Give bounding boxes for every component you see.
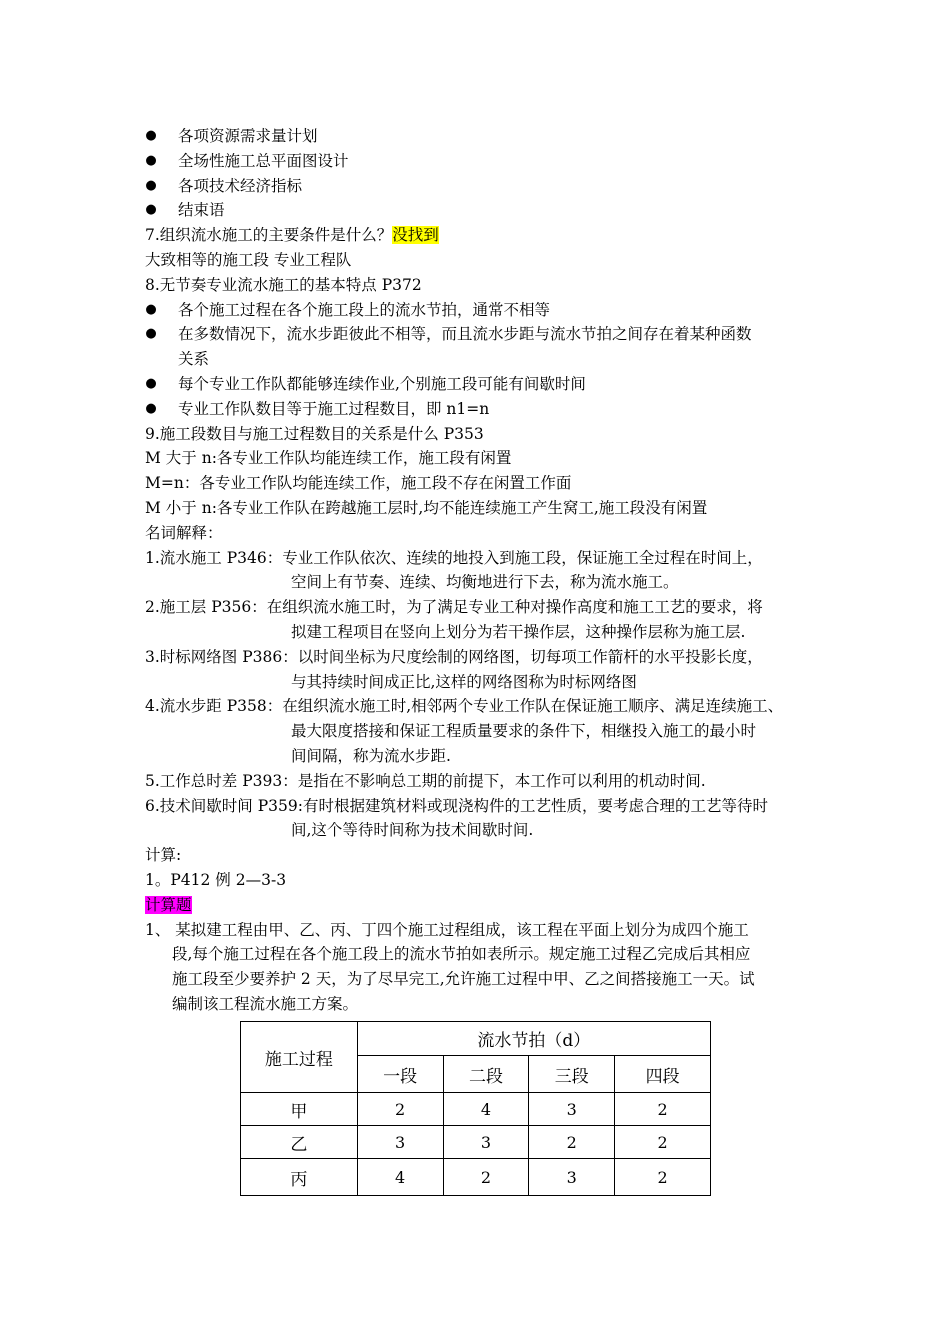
bullet-item: ● 各项技术经济指标: [145, 174, 825, 199]
table-cell: 2: [357, 1093, 443, 1126]
bullet-icon: ●: [145, 128, 157, 143]
problem-1: 1、 某拟建工程由甲、乙、丙、丁四个施工过程组成，该工程在平面上划分为成四个施工 段,每个施工过程在各个施工段上的流水节拍如表所示。规定施工过程乙完成后其相应 施工段至少要养护 2 天，为了尽早完工,允许施工过程中甲、乙之间搭接施工一天。试 编制该工程流水施工方案。: [145, 920, 755, 1013]
table-row: [241, 1093, 711, 1126]
answer-7: 大致相等的施工段 专业工程队: [145, 250, 352, 269]
bullet-icon: ●: [145, 326, 157, 342]
bullet-icon: ●: [145, 202, 157, 218]
bullet-item: ● 全场性施工总平面图设计: [145, 149, 825, 174]
bullet-icon: ●: [145, 152, 157, 168]
question-8: 8.无节奏专业流水施工的基本特点 P372: [145, 275, 422, 294]
table-cell: 3: [443, 1126, 529, 1159]
table-column-header: 一段: [357, 1056, 443, 1093]
term-definition: 6.技术间歇时间 P359: 有时根据建筑材料或现浇构件的工艺性质，要考虑合理的工艺等待时: [145, 794, 825, 819]
table-column-header: 二段: [443, 1056, 529, 1093]
calc-section-title: 计算题: [145, 895, 192, 914]
highlight-not-found: 没找到: [392, 226, 439, 245]
bullet-item: ● 各项资源需求量计划: [145, 124, 825, 149]
term-definition: 4.流水步距 P358： 在组织流水施工时,相邻两个专业工作队在保证施工顺序、满足连续施工、: [145, 694, 825, 719]
term-head: 4.流水步距 P358：: [145, 697, 283, 716]
table-cell: 2: [443, 1159, 529, 1196]
table-row-label: 丙: [241, 1159, 358, 1196]
term-definition: 5.工作总时差 P393： 是指在不影响总工期的前提下，本工作可以利用的机动时间.: [145, 769, 825, 794]
question-7: 7.组织流水施工的主要条件是什么？没找到: [145, 226, 439, 245]
calc-example: 1。P412 例 2—3-3: [145, 870, 287, 889]
document-content: ● 各项资源需求量计划 ● 全场性施工总平面图设计 ● 各项技术经济指标 ● 结束语 7.组织流水施工的主要条件是什么？没找到 大致相等的施工段 专业工程队 8.无节奏专业流水施工的基本特点 P372 ● 各个施工过程在各个施工段上的流水节拍，通常不相等 ● 在多数情况下，流水步距彼此不相等，而且流水步距与流水节拍之间存在着某种函数 关系 ● 每个专业工作队都能够连续作业,个别施工段可能有间歇时间 ● 专业工作队数目等于施工过程数目，即 n1=n 9.施工段数目与施工过程数目的关系是什么 P353 M 大于 n:各专业工作队均能连续工作，施工段有闲置 M=n：各专业工作队均能连续工作，施工段不存在闲置工作面 M 小于 n:各专业工作队在跨越施工层时,均不能连续施工产生窝工,施工段没有闲置 名词解释： 1.流水施工 P346： 专业工作队依次、连续的地投入到施工段，保证施工全过程在时间上， 空间上有节奏、连续、均衡地进行下去，称为流水施工。 2.施工层 P356： 在组织流水施工时，为了满足专业工种对操作高度和施工工艺的要求，将 拟建工程项目在竖向上划分为若干操作层，这种操作层称为施工层. 3.时标网络图 P386： 以时间坐标为尺度绘制的网络图，切每项工作箭杆的水平投影长度， 与其持续时间成正比,这样的网络图称为时标网络图 4.流水步距 P358： 在组织流水施工时,相邻两个专业工作队在保证施工顺序、满足连续施工、 最大限度搭接和保证工程质量要求的条件下，相继投入施工的最小时 间间隔，称为流水步距. 5.工作总时差 P393： 是指在不影响总工期的前提下，本工作可以利用的机动时间. 6.技术间歇时间 P359: 有时根据建筑材料或现浇构件的工艺性质，要考虑合理的工艺等待时 间,这个等待时间称为技术间歇时间. 计算: 1。P412 例 2—3-3 计算题 1、 某拟建工程由甲、乙、丙、丁四个施工过程组成，该工程在平面上划分为成四个施工 段,每个施工过程在各个施工段上的流水节拍如表所示。规定施工过程乙完成后其相应 施工段至少要养护 2 天，为了尽早完工,允许施工过程中甲、乙之间搭接施工一天。试 编制该工程流水施工方案。: [145, 124, 825, 1017]
table-group-header: 流水节拍（d）: [357, 1022, 710, 1056]
table-cell: 2: [615, 1093, 711, 1126]
table-column-header: 四段: [615, 1056, 711, 1093]
bullet-item: ● 结束语: [145, 198, 825, 223]
table-cell: 2: [615, 1159, 711, 1196]
table-cell: 4: [443, 1093, 529, 1126]
bullet-item: ● 专业工作队数目等于施工过程数目，即 n1=n: [145, 397, 825, 422]
term-head: 6.技术间歇时间 P359:: [145, 796, 303, 815]
bullet-item: ● 各个施工过程在各个施工段上的流水节拍，通常不相等: [145, 298, 825, 323]
table-cell: 2: [615, 1126, 711, 1159]
table-cell: 4: [357, 1159, 443, 1196]
table-row-label: 乙: [241, 1126, 358, 1159]
term-definition: 1.流水施工 P346： 专业工作队依次、连续的地投入到施工段，保证施工全过程在时间上，: [145, 546, 825, 571]
answer-line: M 小于 n:各专业工作队在跨越施工层时,均不能连续施工产生窝工,施工段没有闲置: [145, 498, 708, 517]
table-row: [241, 1159, 711, 1196]
term-head: 2.施工层 P356：: [145, 598, 267, 617]
bullet-item: ● 在多数情况下，流水步距彼此不相等，而且流水步距与流水节拍之间存在着某种函数 关系: [145, 322, 825, 372]
table-row-label: 甲: [241, 1093, 358, 1126]
table-column-header: 三段: [529, 1056, 615, 1093]
calc-heading: 计算:: [145, 846, 182, 865]
table-cell: 3: [357, 1126, 443, 1159]
table-cell: 3: [529, 1159, 615, 1196]
terms-heading: 名词解释：: [145, 523, 223, 542]
table-row: [241, 1126, 711, 1159]
bullet-icon: ●: [145, 400, 157, 416]
bullet-icon: ●: [145, 301, 157, 317]
bullet-icon: ●: [145, 177, 157, 193]
bullet-item: ● 每个专业工作队都能够连续作业,个别施工段可能有间歇时间: [145, 372, 825, 397]
answer-line: M 大于 n:各专业工作队均能连续工作，施工段有闲置: [145, 449, 512, 468]
term-head: 1.流水施工 P346：: [145, 548, 283, 567]
bullet-icon: ●: [145, 375, 157, 391]
answer-line: M=n：各专业工作队均能连续工作，施工段不存在闲置工作面: [145, 474, 572, 493]
term-definition: 2.施工层 P356： 在组织流水施工时，为了满足专业工种对操作高度和施工工艺的要求，将: [145, 595, 825, 620]
table-cell: 3: [529, 1093, 615, 1126]
rhythm-table: [240, 1021, 711, 1196]
term-definition: 3.时标网络图 P386： 以时间坐标为尺度绘制的网络图，切每项工作箭杆的水平投影长度，: [145, 645, 825, 670]
term-head: 3.时标网络图 P386：: [145, 647, 298, 666]
term-head: 5.工作总时差 P393：: [145, 771, 298, 790]
table-cell: 2: [529, 1126, 615, 1159]
table-row-header: 施工过程: [241, 1022, 358, 1093]
question-9: 9.施工段数目与施工过程数目的关系是什么 P353: [145, 424, 484, 443]
